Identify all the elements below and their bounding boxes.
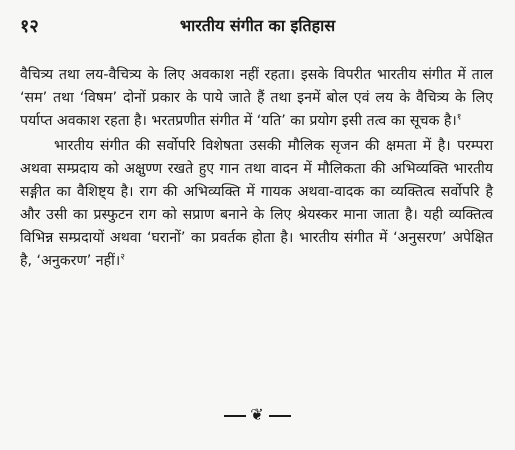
page-header xyxy=(20,6,495,42)
paragraph-1-text: वैचित्र्य तथा लय-वैचित्र्य के लिए अवकाश नहीं रहता। इसके विपरीत भारतीय संगीत में ताल ‘सम’ तथा ‘विषम’ दोनों प्रकार के पाये जाते हैं तथा इनमें बोल एवं लय के वैचित्र्य के लिए पर्याप्त अवकाश रहता है। भरतप्रणीत संगीत में ‘यति’ का प्रयोग इसी तत्व का सूचक है। xyxy=(20,67,493,129)
paragraph-2 xyxy=(20,135,493,273)
footnote-marker-1[interactable]: १ xyxy=(456,112,462,123)
paragraph-2-text: भारतीय संगीत की सर्वोपरि विशेषता उसकी मौलिक सृजन की क्षमता में है। परम्परा अथवा सम्प्रदाय को अक्षुण्ण रखते हुए गान तथा वादन में मौलिकता की अभिव्यक्ति भारतीय सङ्गीत का वैशिष्ट्य है। राग की अभिव्यक्ति में गायक अथवा-वादक का व्यक्तित्व सर्वोपरि है और उसी का प्रस्फुटन राग को सप्राण बनाने के लिए श्रेयस्कर माना जाता है। यही व्यक्तित्व विभिन्न सम्प्रदायों अथवा ‘घरानों’ का प्रवर्तक होता है। भारतीय संगीत में ‘अनुसरण’ अपेक्षित है, ‘अनुकरण’ नहीं। xyxy=(20,138,493,269)
page-number: १२ xyxy=(20,16,39,37)
paragraph-1 xyxy=(20,64,493,133)
body-text xyxy=(20,64,493,273)
ornament-right-rule xyxy=(269,415,291,417)
footnote-marker-2[interactable]: २ xyxy=(120,252,125,263)
running-title: भारतीय संगीत का इतिहास xyxy=(179,16,336,35)
ornament-left-rule xyxy=(224,415,246,417)
section-ornament xyxy=(0,405,515,424)
ornament-fleuron-icon: ❦ xyxy=(250,405,265,424)
